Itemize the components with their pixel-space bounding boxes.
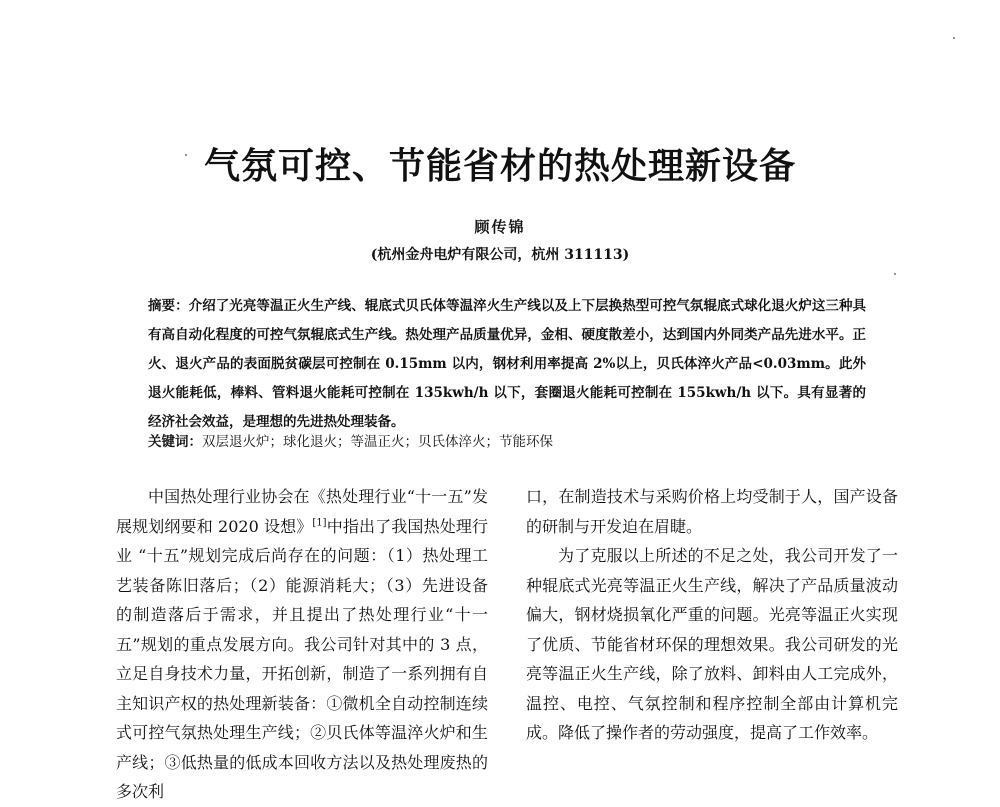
author-name: 顾传锦 xyxy=(474,218,526,236)
abstract-label: 摘要： xyxy=(148,298,189,314)
citation-marker: [1] xyxy=(312,517,327,529)
keywords-text: 双层退火炉；球化退火；等温正火；贝氏体淬火；节能环保 xyxy=(202,434,553,450)
body-column-left xyxy=(116,482,488,807)
paper-title: 气氛可控、节能省材的热处理新设备 xyxy=(203,146,796,187)
body-paragraph: 口，在制造技术与采购价格上均受制于人，国产设备的研制与开发迫在眉睫。 xyxy=(526,487,898,536)
body-text: 中国热处理行业协会在《热处理行业“十一五”发展规划纲要和 2020 设想》 xyxy=(116,487,488,536)
scan-speck xyxy=(894,273,896,275)
scan-speck xyxy=(185,154,187,156)
body-text: 中指出了我国热处理行业 “十五”规划完成后尚存在的问题：（1）热处理工艺装备陈旧落后；（2）能源消耗大；（3）先进设备的制造落后于需求，并且提出了热处理行业“十一五”规划的重点发展方向。我公司针对其中的 3 点，立足自身技术力量，开拓创新，制造了一系列拥有自主知识产权的热处理新装备：①微机全自动控制连续式可控气氛热处理生产线；②贝氏体等温淬火炉和生产线；③低热量的低成本回收方法以及热处理废热的多次利 xyxy=(116,516,488,801)
author-affiliation: (杭州金舟电炉有限公司，杭州 311113) xyxy=(370,247,630,263)
keywords xyxy=(148,428,866,456)
body-column-right xyxy=(526,482,898,748)
body-paragraph xyxy=(116,482,488,807)
keywords-label: 关键词： xyxy=(148,434,202,450)
abstract xyxy=(148,292,866,437)
scan-speck xyxy=(953,37,955,39)
body-paragraph: 为了克服以上所述的不足之处，我公司开发了一种辊底式光亮等温正火生产线，解决了产品质量波动偏大，钢材烧损氧化严重的问题。光亮等温正火实现了优质、节能省材环保的理想效果。我公司研发的光亮等温正火生产线，除了放料、卸料由人工完成外，温控、电控、气氛控制和程序控制全部由计算机完成。降低了操作者的劳动强度，提高了工作效率。 xyxy=(526,546,898,742)
abstract-text: 介绍了光亮等温正火生产线、辊底式贝氏体等温淬火生产线以及上下层换热型可控气氛辊底式球化退火炉这三种具有高自动化程度的可控气氛辊底式生产线。热处理产品质量优异，金相、硬度散差小，达到国内外同类产品先进水平。正火、退火产品的表面脱贫碳层可控制在 0.15mm 以内，钢材利用率提高 2%以上，贝氏体淬火产品<0.03mm。此外退火能耗低，棒料、管料退火能耗可控制在 135kwh/h 以下，套圈退火能耗可控制在 155kwh/h 以下。具有显著的经济社会效益，是理想的先进热处理装备。 xyxy=(148,298,867,430)
